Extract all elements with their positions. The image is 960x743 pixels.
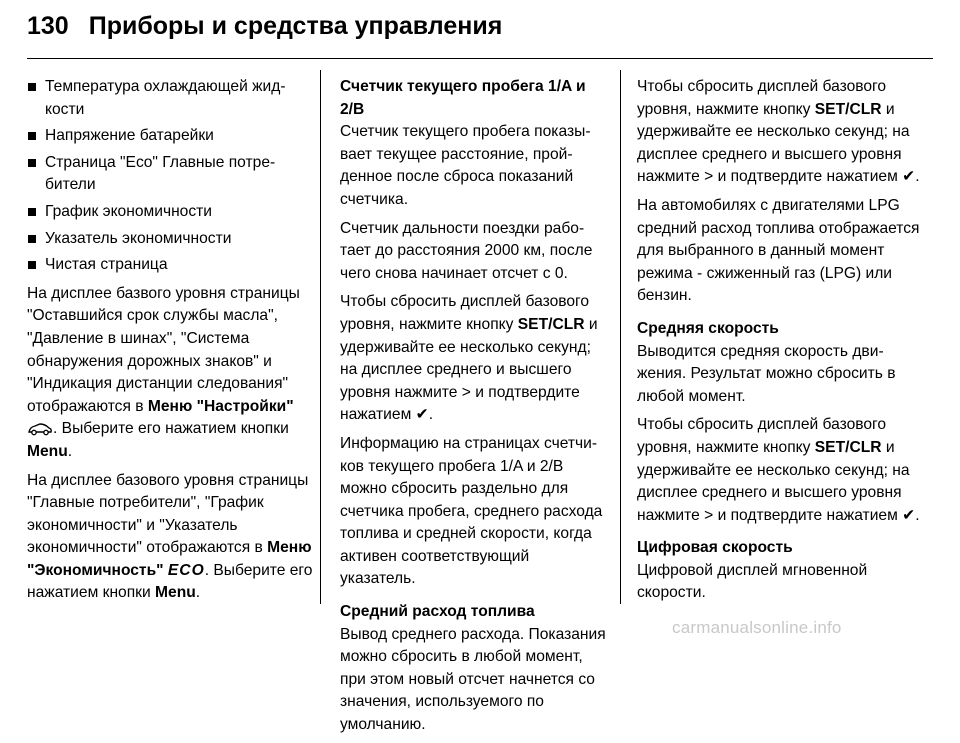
list-item: График экономичности [27,201,317,224]
text: . [428,406,434,424]
chevron-right-icon: > [461,383,471,401]
menu-button-label: Menu [27,442,68,460]
text: На дисплее базвого уровня страницы "Оставшийся срок службы масла", "Давление в шинах", "Система обнаружения дорожных знаков" и "Индикация дистанции следования" отображаются в [27,284,300,415]
checkmark-icon: ✔ [415,406,429,424]
paragraph: Вывод среднего расхода. Показания можно сбросить в любой момент, при этом новый отсчет начнется со значения, используемого по умолчанию. [340,625,606,734]
text: . [915,168,920,186]
column-1 [27,76,317,611]
column-divider-1 [320,70,321,604]
checkmark-icon: ✔ [902,168,916,186]
paragraph [637,414,927,527]
text: и подтвердите нажатием [713,168,903,186]
paragraph: Цифровой дисплей мгновенной скорости. [637,561,868,602]
list-item: Чистая страница [27,254,317,277]
text: и подтвердите нажатием [340,383,580,424]
checkmark-icon: ✔ [902,506,916,524]
list-item: Страница "Eco" Главные потребители [27,152,317,197]
set-clr-button-label: SET/CLR [814,100,882,118]
bullet-list [27,76,317,277]
section-heading: Средний расход топлива [340,603,535,621]
page-number: 130 [27,12,69,40]
chevron-right-icon: > [704,506,714,524]
paragraph: Счетчик дальности поездки работает до расстояния 2000 км, после чего снова начинает отсчет с 0. [340,219,593,282]
page-title: Приборы и средства управления [88,12,503,40]
paragraph: Счетчик текущего пробега показывает текущее расстояние, пройденное после сброса показаний счетчика. [340,123,591,208]
set-clr-button-label: SET/CLR [814,438,882,456]
paragraph: На автомобилях с двигателями LPG средний расход топлива отображается для выбранного в данный момент режима - сжиженный газ (LPG) или бензин. [637,196,920,305]
section-heading: Цифровая скорость [637,539,793,557]
text: и удерживайте ее несколько секунд; на дисплее среднего и высшего уровня нажмите [637,438,910,524]
eco-menu-label: Меню "Экономичность" [27,539,312,579]
text: . Выберите его нажатием кнопки [27,561,313,602]
text: . [195,584,201,602]
list-item: Указатель экономичности [27,228,317,251]
paragraph [27,470,317,606]
text: На дисплее базового уровня страницы "Главные потребители", "График экономичности" и "Указатель экономичности" отображаются в [27,471,309,557]
eco-icon: ECO [167,561,205,579]
paragraph: Выводится средняя скорость движения. Результат можно сбросить в любой момент. [637,342,896,405]
section-heading: Средняя скорость [637,319,779,337]
list-item: Температура охлаждающей жидкости [27,76,317,121]
text: Чтобы сбросить дисплей базового уровня, нажмите кнопку [637,78,887,118]
menu-button-label: Menu [155,584,196,602]
chevron-right-icon: > [704,168,714,186]
text: . Выберите его нажатием кнопки [53,420,289,438]
column-3 [637,76,927,611]
settings-menu-label: Меню "Настройки" [147,397,294,415]
text: и подтвердите нажатием [713,506,903,524]
list-item: Напряжение батарейки [27,125,317,148]
section-heading: Счетчик текущего пробега 1/A и 2/B [340,78,586,118]
text: Чтобы сбросить дисплей базового уровня, нажмите кнопку [340,293,590,333]
paragraph [340,291,608,427]
watermark: carmanualsonline.info [672,618,842,637]
paragraph [27,283,317,464]
set-clr-button-label: SET/CLR [517,315,585,333]
page-header [27,12,502,41]
text: и удерживайте ее несколько секунд; на дисплее среднего и высшего уровня нажмите [637,100,910,186]
column-divider-2 [620,70,621,604]
text: . [915,506,920,524]
paragraph [637,76,927,189]
column-2 [340,76,608,743]
paragraph: Информацию на страницах счетчиков текущего пробега 1/A и 2/B можно сбросить раздельно для счетчика пробега, среднего расхода топлива и средней скорости, когда активен соответствующий указатель. [340,434,603,588]
header-rule [27,58,933,59]
car-settings-icon [27,422,53,436]
text: . [67,442,73,460]
text: и удерживайте ее несколько секунд; на дисплее среднего и высшего уровня нажмите [340,315,598,401]
text: Чтобы сбросить дисплей базового уровня, нажмите кнопку [637,416,887,456]
